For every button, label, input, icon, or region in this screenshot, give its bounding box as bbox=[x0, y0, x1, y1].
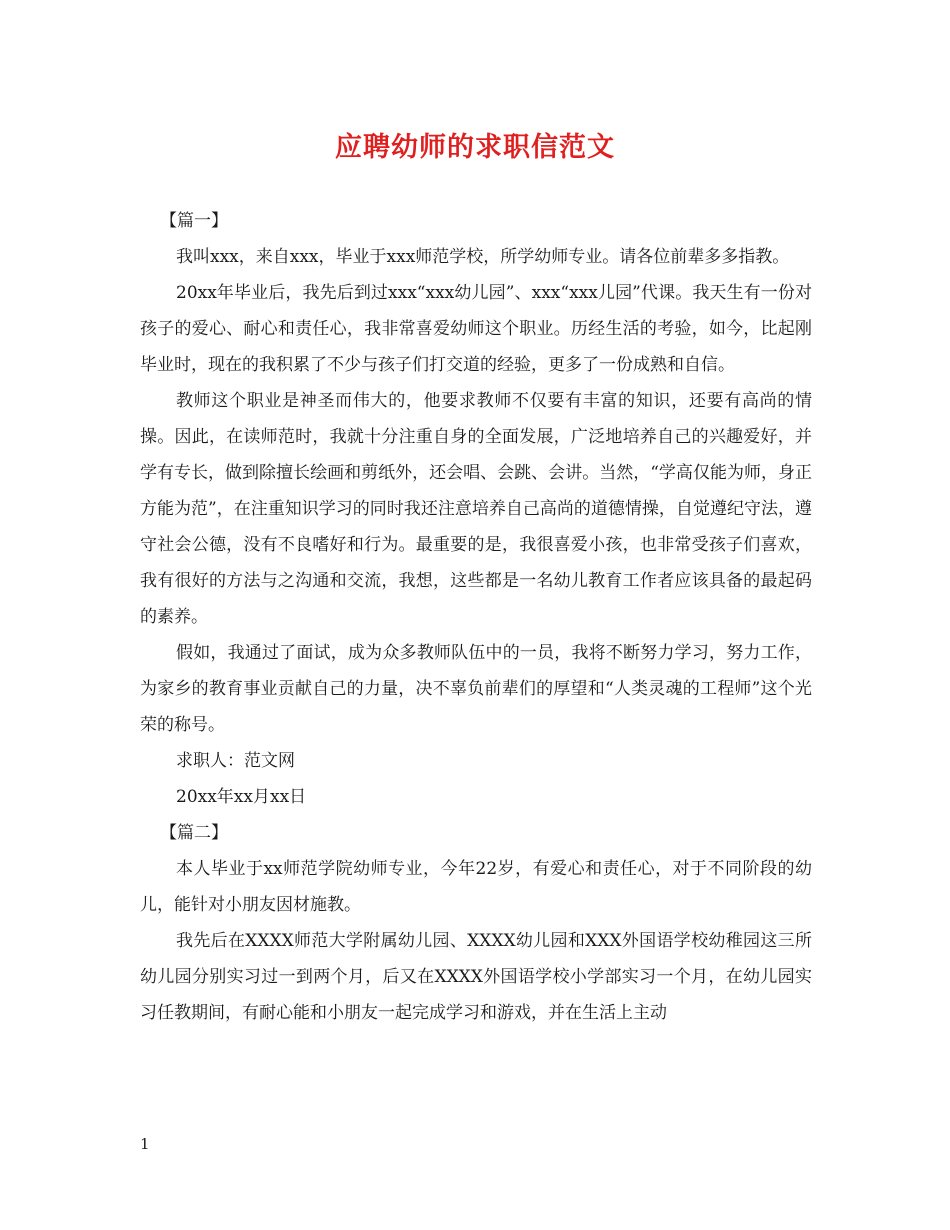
date-line: 20xx年xx月xx日 bbox=[176, 787, 307, 807]
paragraph: 教师这个职业是神圣而伟大的，他要求教师不仅要有丰富的知识，还要有高尚的情操。因此，在读师范时，我就十分注重自身的全面发展，广泛地培养自己的兴趣爱好，并学有专长，做到除擅长绘画和剪纸外，还会唱、会跳、会讲。当然，“学高仅能为师，身正方能为范”，在注重知识学习的同时我还注意培养自己高尚的道德情操，自觉遵纪守法，遵守社会公德，没有不良嗜好和行为。最重要的是，我很喜爱小孩，也非常受孩子们喜欢，我有很好的方法与之沟通和交流，我想，这些都是一名幼儿教育工作者应该具备的最起码的素养。 bbox=[140, 391, 812, 627]
paragraph: 假如，我通过了面试，成为众多教师队伍中的一员，我将不断努力学习，努力工作，为家乡的教育事业贡献自己的力量，决不辜负前辈们的厚望和“人类灵魂的工程师”这个光荣的称号。 bbox=[140, 643, 812, 735]
paragraph: 20xx年毕业后，我先后到过xxx“xxx幼儿园”、xxx“xxx儿园”代课。我天生有一份对孩子的爱心、耐心和责任心，我非常喜爱幼师这个职业。历经生活的考验，如今，比起刚毕业时，现在的我积累了不少与孩子们打交道的经验，更多了一份成熟和自信。 bbox=[140, 283, 812, 375]
signature-line: 求职人：范文网 bbox=[176, 751, 295, 771]
document-title: 应聘幼师的求职信范文 bbox=[335, 132, 615, 163]
paragraph: 我叫xxx，来自xxx，毕业于xxx师范学校，所学幼师专业。请各位前辈多多指教。 bbox=[176, 247, 790, 267]
section-heading-2: 【篇二】 bbox=[160, 823, 228, 843]
page-number: 1 bbox=[140, 1135, 150, 1153]
document-body bbox=[140, 203, 812, 1031]
section-heading-1: 【篇一】 bbox=[160, 211, 228, 231]
paragraph: 本人毕业于xx师范学院幼师专业，今年22岁，有爱心和责任心，对于不同阶段的幼儿，能针对小朋友因材施教。 bbox=[140, 859, 812, 915]
paragraph: 我先后在XXXX师范大学附属幼儿园、XXXX幼儿园和XXX外国语学校幼稚园这三所幼儿园分别实习过一到两个月，后又在XXXX外国语学校小学部实习一个月，在幼儿园实习任教期间，有耐心能和小朋友一起完成学习和游戏，并在生活上主动 bbox=[140, 931, 812, 1023]
